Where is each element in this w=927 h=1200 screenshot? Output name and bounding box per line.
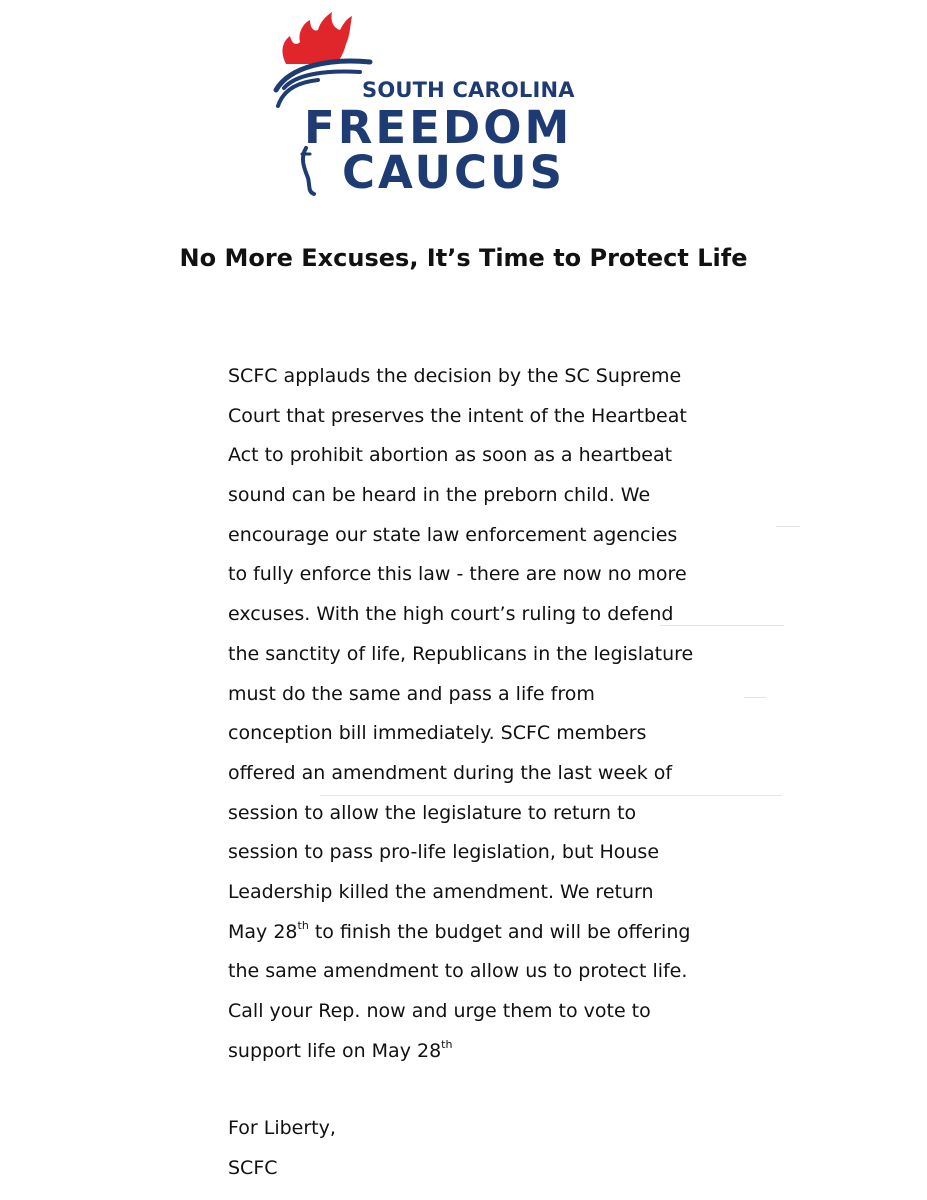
body-line: Call your Rep. now and urge them to vote to [228, 1000, 651, 1022]
may28-suffix: to finish the budget and will be offering [308, 920, 691, 943]
final-prefix: support life on May 28 [228, 1039, 442, 1062]
logo-line-caucus: CAUCUS [342, 146, 565, 199]
body-line: Leadership killed the amendment. We return [228, 880, 654, 903]
body-line: encourage our state law enforcement agencies [228, 523, 678, 546]
signature: SCFC [228, 1156, 278, 1179]
body-line: the sanctity of life, Republicans in the legislature [228, 642, 694, 665]
statement-body [228, 357, 828, 1071]
body-line: the same amendment to allow us to protect life. [228, 960, 688, 983]
body-line: SCFC applauds the decision by the SC Supreme [228, 365, 682, 387]
logo-line-freedom: FREEDOM [304, 101, 573, 154]
final-superscript: th [441, 1037, 453, 1051]
logo-line-south-carolina: SOUTH CAROLINA [362, 78, 575, 102]
freedom-caucus-logo [270, 8, 575, 203]
body-line: session to pass pro-life legislation, but House [228, 841, 660, 864]
body-line: Act to prohibit abortion as soon as a heartbeat [228, 444, 673, 467]
body-line: session to allow the legislature to return to [228, 801, 637, 824]
body-line: sound can be heard in the preborn child. We [228, 484, 651, 507]
may28-superscript: th [297, 918, 309, 932]
salutation: For Liberty, [228, 1117, 336, 1139]
flame-icon [283, 12, 352, 64]
page-title: No More Excuses, It’s Time to Protect Life [179, 244, 748, 272]
body-line: excuses. With the high court’s ruling to defend [228, 603, 674, 626]
closing-block [228, 1109, 336, 1188]
body-line: conception bill immediately. SCFC members [228, 722, 647, 745]
body-line: must do the same and pass a life from [228, 682, 595, 705]
body-line-may28 [228, 913, 828, 953]
may28-prefix: May 28 [228, 920, 298, 943]
body-line-final [228, 1032, 828, 1072]
body-line: offered an amendment during the last week of [228, 761, 673, 784]
body-line: Court that preserves the intent of the Heartbeat [228, 404, 687, 427]
body-line: to fully enforce this law - there are now no more [228, 563, 687, 586]
